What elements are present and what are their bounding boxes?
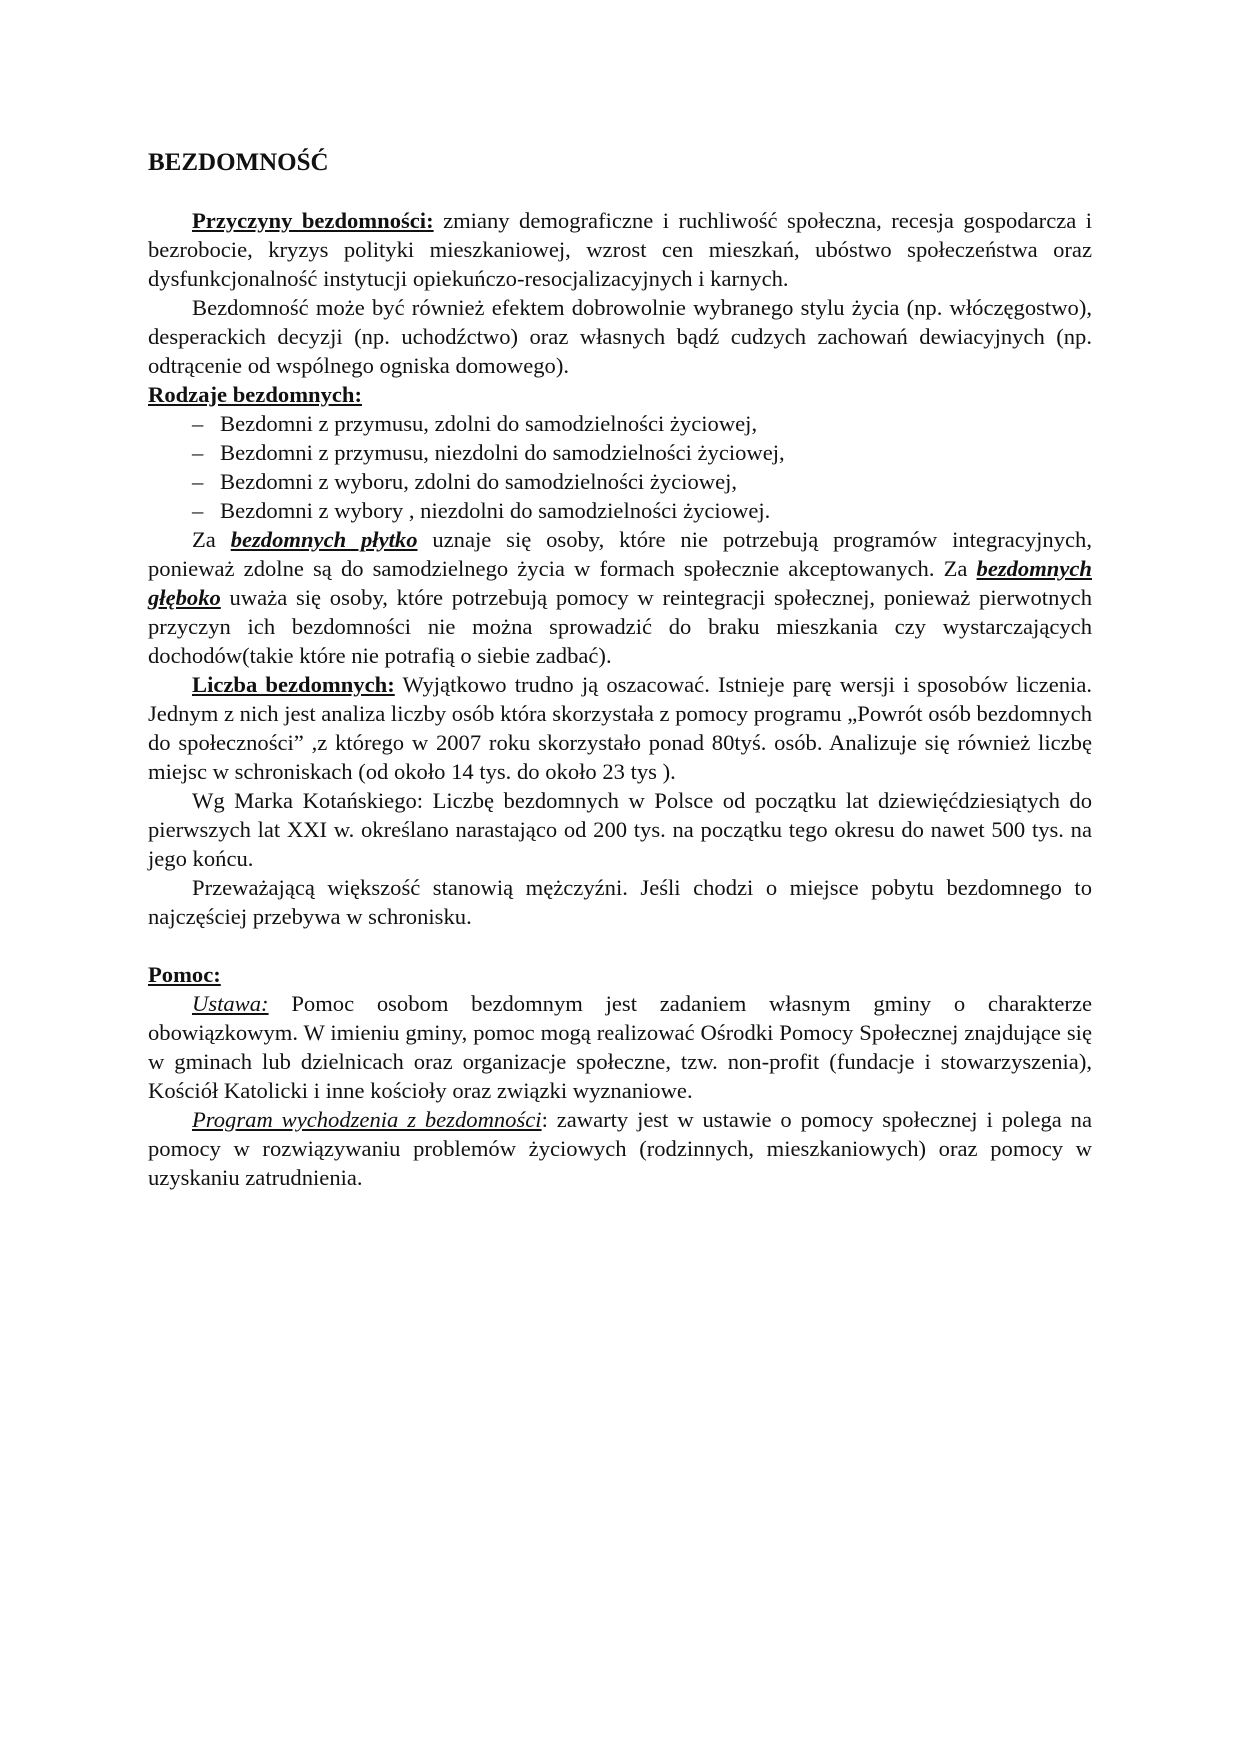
list-item: – Bezdomni z przymusu, niezdolni do samodzielności życiowej, [192,440,785,465]
causes-paragraph [148,206,1092,293]
types-list [148,409,1092,525]
dash-bullet: – [192,469,204,494]
program-label: Program wychodzenia z bezdomności [192,1107,542,1132]
dash-bullet: – [192,440,204,465]
spacer [148,931,1092,960]
deep-term: bezdomnych głęboko [148,556,1092,610]
law-label: Ustawa: [192,991,269,1016]
shallow-deep-paragraph: Za bezdomnych płytko uznaje się osoby, które nie potrzebują programów integracyjnych, ponieważ zdolne są do samodzielnego życia w formach społecznie akceptowanych. Za bezdomnych głęboko uważa się osoby, które potrzebują pomocy w reintegracji społecznej, ponieważ pierwotnych przyczyn ich bezdomności nie można sprowadzić do braku mieszkania czy wystarczających dochodów(takie które nie potrafią o siebie zadbać). [148,527,1092,668]
document-page [148,148,1092,1192]
men-paragraph: Przeważającą większość stanowią mężczyźni. Jeśli chodzi o miejsce pobytu bezdomnego to najczęściej przebywa w schronisku. [148,875,1092,929]
dash-bullet: – [192,411,204,436]
shallow-term: bezdomnych płytko [230,527,418,552]
count-paragraph: Liczba bezdomnych: Wyjątkowo trudno ją oszacować. Istnieje parę wersji i sposobów liczenia. Jednym z nich jest analiza liczby osób która skorzystała z pomocy programu „Powrót osób bezdomnych do społeczności” ,z którego w 2007 roku skorzystało ponad 80tyś. osób. Analizuje się również liczbę miejsc w schroniskach (od około 14 tys. do około 23 tys ). [148,672,1092,784]
law-paragraph: Ustawa: Pomoc osobom bezdomnym jest zadaniem własnym gminy o charakterze obowiązkowym. W imieniu gminy, pomoc mogą realizować Ośrodki Pomocy Społecznej znajdujące się w gminach lub dzielnicach oraz organizacje społeczne, tzw. non-profit (fundacje i stowarzyszenia), Kościół Katolicki i inne kościoły oraz związki wyznaniowe. [148,991,1092,1103]
kotanski-paragraph: Wg Marka Kotańskiego: Liczbę bezdomnych w Polsce od początku lat dziewięćdziesiątych do pierwszych lat XXI w. określano narastająco od 200 tys. na początku tego okresu do nawet 500 tys. na jego końcu. [148,788,1092,871]
dash-bullet: – [192,498,204,523]
document-title: BEZDOMNOŚĆ [148,149,329,176]
lifestyle-paragraph: Bezdomność może być również efektem dobrowolnie wybranego stylu życia (np. włóczęgostwo), desperackich decyzji (np. uchodźctwo) oraz własnych bądź cudzych zachowań dewiacyjnych (np. odtrącenie od wspólnego ogniska domowego). [148,295,1092,378]
program-paragraph: Program wychodzenia z bezdomności: zawarty jest w ustawie o pomocy społecznej i polega na pomocy w rozwiązywaniu problemów życiowych (rodzinnych, mieszkaniowych) oraz pomocy w uzyskaniu zatrudnienia. [148,1107,1092,1190]
list-item: – Bezdomni z wyboru, zdolni do samodzielności życiowej, [192,469,738,494]
list-item: – Bezdomni z przymusu, zdolni do samodzielności życiowej, [192,411,758,436]
list-item: – Bezdomni z wybory , niezdolni do samodzielności życiowej. [192,498,771,523]
help-heading: Pomoc: [148,962,221,987]
causes-text: zmiany demograficzne i ruchliwość społeczna, recesja gospodarcza i bezrobocie, kryzys polityki mieszkaniowej, wzrost cen mieszkań, ubóstwo społeczeństwa oraz dysfunkcjonalność instytucji opiekuńczo-resocjalizacyjnych i karnych. [148,208,1093,291]
types-heading: Rodzaje bezdomnych: [148,382,362,407]
count-label: Liczba bezdomnych: [192,672,395,697]
causes-label: Przyczyny bezdomności: [192,208,434,233]
